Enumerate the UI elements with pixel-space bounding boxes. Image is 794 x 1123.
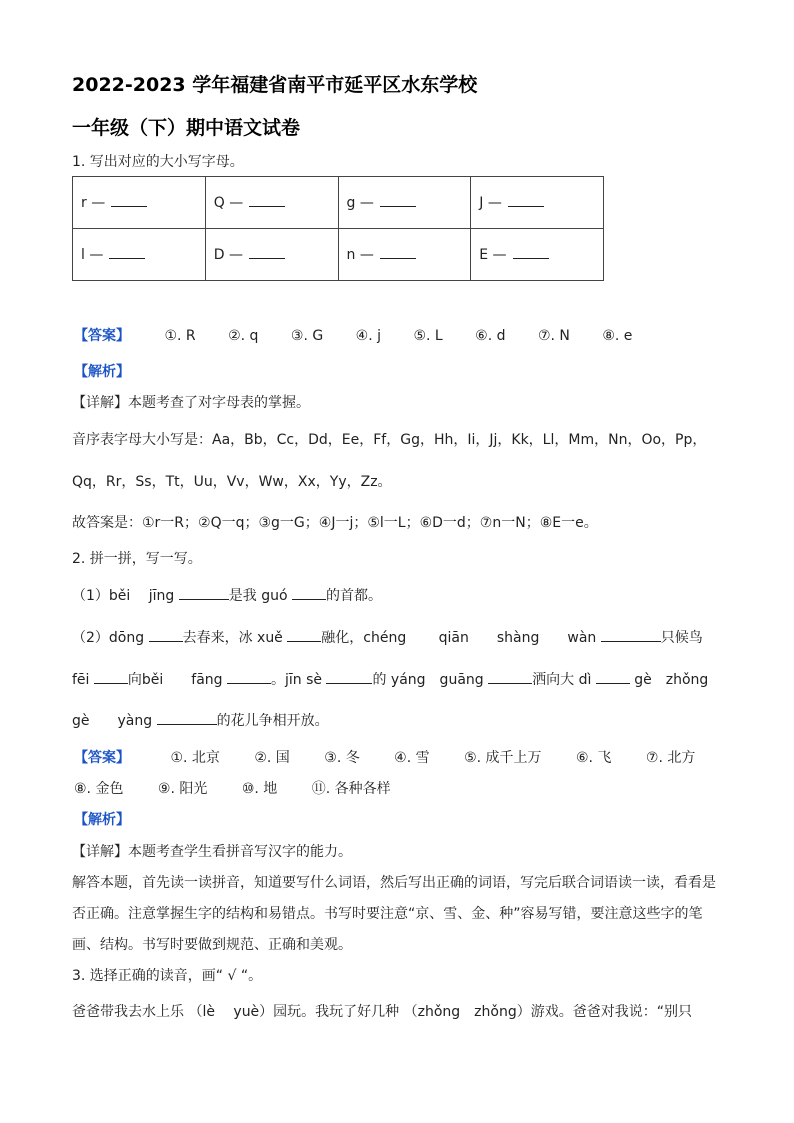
answer-item: ⑤. 成千上万 [464, 750, 542, 766]
answer-blank[interactable] [601, 627, 661, 642]
conclusion-line: 故答案是：①r一R；②Q一q；③g一G；④J一j；⑤l一L；⑥D一d；⑦n一N；⑧E一e。 [72, 515, 598, 531]
cell-letter: E — [479, 247, 507, 263]
answer-item: ⑧. 金色 [74, 781, 124, 797]
answer-blank[interactable] [380, 246, 416, 259]
pinyin-text: gè zhǒng [634, 672, 709, 688]
cell-letter: l — [81, 247, 104, 263]
explanation-line: 解答本题，首先读一读拼音，知道要写什么词语，然后写出正确的词语，写完后联合词语读一读，看看是 [72, 875, 716, 891]
sentence-text: 只候鸟 [660, 630, 703, 646]
cell-letter: r — [81, 195, 106, 211]
answer-blank[interactable] [287, 627, 321, 642]
answer-label: 【答案】 [74, 328, 130, 344]
answer-item: ⑥. d [475, 328, 506, 344]
question-3-title: 3. 选择正确的读音，画“ √ “。 [72, 968, 263, 984]
answer-item: ④. 雪 [394, 750, 430, 766]
explanation-line: 音序表字母大小写是：Aa，Bb，Cc，Dd，Ee，Ff，Gg，Hh，Ii，Jj，Kk，Ll，Mm，Nn，Oo，Pp， [72, 432, 707, 448]
answer-item: ②. q [228, 328, 259, 344]
exam-title-line2: 一年级（下）期中语文试卷 [72, 117, 301, 139]
q2-sentence-3 [72, 669, 708, 689]
answer-blank[interactable] [249, 246, 285, 259]
answer-blank[interactable] [292, 585, 326, 600]
q2-sentence-2 [72, 627, 703, 647]
table-row [73, 229, 604, 281]
sentence-text: 是我 guó [228, 588, 288, 604]
answer-item: ①. R [164, 328, 196, 344]
answer-item: ⑦. N [537, 328, 570, 344]
q2-sentence-4 [72, 710, 329, 730]
answer-item: ①. 北京 [170, 750, 220, 766]
answer-blank[interactable] [227, 669, 271, 684]
answer-blank[interactable] [508, 194, 544, 207]
answer-item: ⑨. 阳光 [157, 781, 208, 797]
sentence-text: 。jīn sè [271, 672, 323, 688]
table-cell [338, 177, 471, 229]
answer-item: ⑤. L [413, 328, 443, 344]
table-cell [338, 229, 471, 281]
answer-item: ⑪. 各种各样 [311, 781, 391, 797]
table-cell [73, 177, 206, 229]
answer-item: ⑩. 地 [241, 781, 278, 797]
answer-blank[interactable] [157, 710, 217, 725]
cell-letter: n — [346, 247, 374, 263]
table-cell [471, 177, 604, 229]
sentence-text: 去春来，冰 xuě [182, 630, 283, 646]
answer-blank[interactable] [513, 246, 549, 259]
answer-row-q1 [74, 325, 660, 345]
answer-item: ⑥. 飞 [575, 750, 612, 766]
explanation-line: 画、结构。书写时要做到规范、正确和美观。 [72, 937, 352, 953]
answer-label: 【答案】 [74, 750, 130, 766]
q2-sentence-1 [72, 585, 382, 605]
analysis-label: 【解析】 [74, 364, 130, 380]
answer-blank[interactable] [326, 669, 372, 684]
answer-blank[interactable] [179, 585, 229, 600]
sentence-text: 洒向大 dì [532, 672, 592, 688]
cell-letter: D — [213, 247, 243, 263]
sentence-text: 向běi fāng [127, 672, 223, 688]
cell-letter: J — [479, 195, 502, 211]
sentence-text: 的花儿争相开放。 [216, 713, 329, 729]
answer-item: ③. G [290, 328, 324, 344]
question-2-title: 2. 拼一拼，写一写。 [72, 551, 202, 567]
explanation-line: Qq，Rr，Ss，Tt，Uu，Vv，Ww，Xx，Yy，Zz。 [72, 474, 392, 490]
table-cell [73, 229, 206, 281]
answer-item: ⑦. 北方 [645, 750, 696, 766]
answer-item: ③. 冬 [324, 750, 360, 766]
question-1-title: 1. 写出对应的大小写字母。 [72, 154, 244, 170]
answer-row-q2-cont [74, 778, 391, 798]
answer-blank[interactable] [596, 669, 630, 684]
answer-blank[interactable] [488, 669, 532, 684]
table-row [73, 177, 604, 229]
pinyin-text: （2）dōng [72, 630, 145, 646]
answer-blank[interactable] [380, 194, 416, 207]
cell-letter: Q — [213, 195, 244, 211]
cell-letter: g — [346, 195, 374, 211]
answer-item: ⑧. e [602, 328, 633, 344]
detail-text: 【详解】本题考查学生看拼音写汉字的能力。 [72, 844, 352, 860]
pinyin-text: （1）běi jīng [72, 588, 175, 604]
exam-title-line1: 2022-2023 学年福建省南平市延平区水东学校 [72, 74, 478, 96]
answer-blank[interactable] [109, 246, 145, 259]
answer-blank[interactable] [111, 194, 147, 207]
pinyin-text: fēi [72, 672, 90, 688]
answer-blank[interactable] [149, 627, 183, 642]
answer-blank[interactable] [249, 194, 285, 207]
answer-item: ②. 国 [254, 750, 290, 766]
analysis-label: 【解析】 [74, 812, 130, 828]
sentence-text: 的首都。 [325, 588, 382, 604]
pinyin-text: gè yàng [72, 713, 153, 729]
explanation-line: 否正确。注意掌握生字的结构和易错点。书写时要注意“京、雪、金、种”容易写错，要注意这些字的笔 [72, 906, 703, 922]
sentence-text: 融化，chéng qiān shàng wàn [321, 630, 597, 646]
table-cell [205, 177, 338, 229]
answer-blank[interactable] [94, 669, 128, 684]
table-cell [205, 229, 338, 281]
sentence-text: 的 yáng guāng [372, 672, 484, 688]
answer-row-q2 [74, 747, 695, 767]
table-cell [471, 229, 604, 281]
letter-table [72, 176, 604, 281]
detail-text: 【详解】本题考查了对字母表的掌握。 [72, 395, 310, 411]
answer-item: ④. j [355, 328, 381, 344]
question-3-text: 爸爸带我去水上乐 （lè yuè）园玩。我玩了好几种 （zhǒng zhǒng）游戏。爸爸对我说：“别只 [72, 1004, 692, 1020]
